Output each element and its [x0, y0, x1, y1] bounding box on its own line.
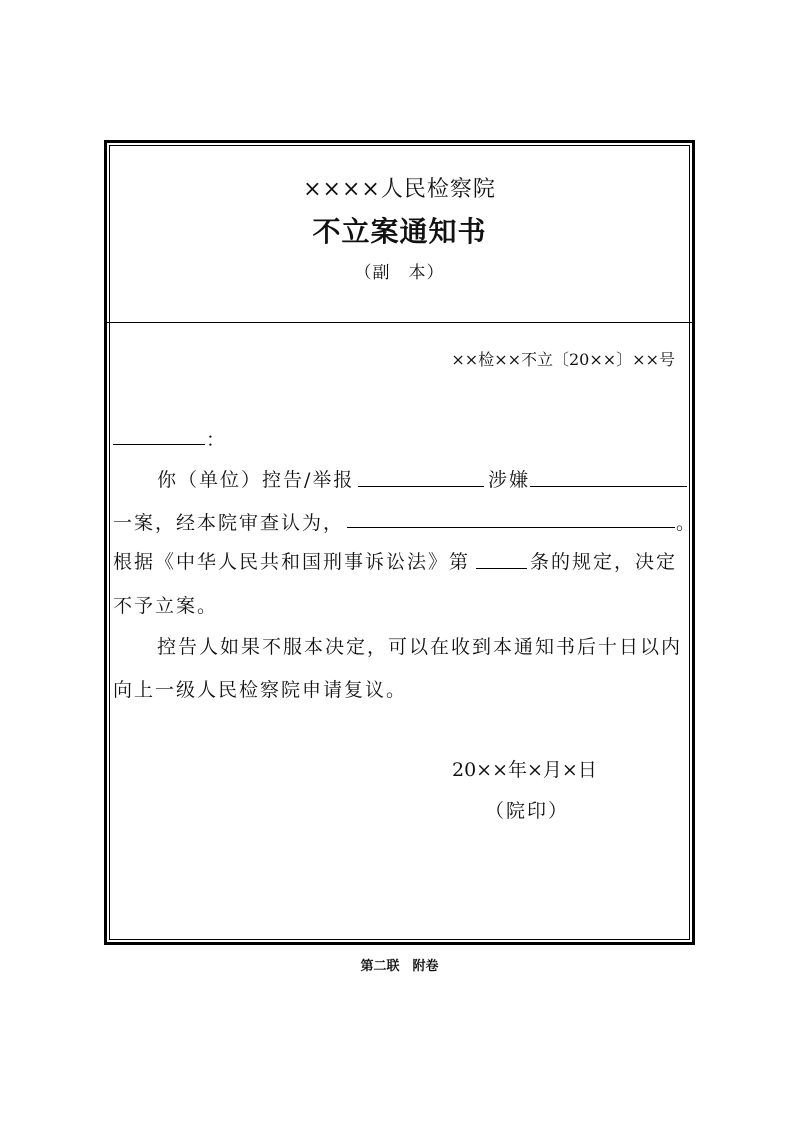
suspected-offense-blank — [530, 486, 687, 487]
copy-footer: 第二联 附卷 — [360, 959, 439, 974]
complaint-subject-blank — [358, 486, 484, 487]
suspected-text: 涉嫌 — [488, 469, 531, 491]
seal-mark: （院印） — [485, 800, 570, 822]
legal-basis-text: 根据《中华人民共和国刑事诉讼法》第 — [113, 551, 471, 573]
document-title: 不立案通知书 — [312, 215, 487, 248]
decision-text: 条的规定，决定 — [530, 551, 678, 573]
article-number-blank — [476, 568, 527, 569]
header-divider — [107, 322, 692, 323]
addressee-blank — [113, 444, 205, 445]
review-opinion-blank — [347, 527, 675, 528]
appeal-text-line1: 控告人如果不服本决定，可以在收到本通知书后十日以内 — [157, 636, 683, 658]
no-filing-text: 不予立案。 — [113, 595, 219, 617]
issue-date: 20××年×月×日 — [452, 759, 597, 781]
document-number: ××检××不立〔20××〕××号 — [451, 350, 675, 369]
procuratorate-name: ××××人民检察院 — [303, 177, 496, 202]
copy-mark: （副 本） — [354, 263, 445, 283]
review-text: 一案，经本院审查认为， — [113, 512, 345, 534]
appeal-text-line2: 向上一级人民检察院申请复议。 — [113, 679, 408, 701]
complaint-text: 你（单位）控告/举报 — [157, 469, 355, 491]
addressee-colon: ： — [206, 429, 228, 451]
review-period: 。 — [676, 512, 698, 534]
